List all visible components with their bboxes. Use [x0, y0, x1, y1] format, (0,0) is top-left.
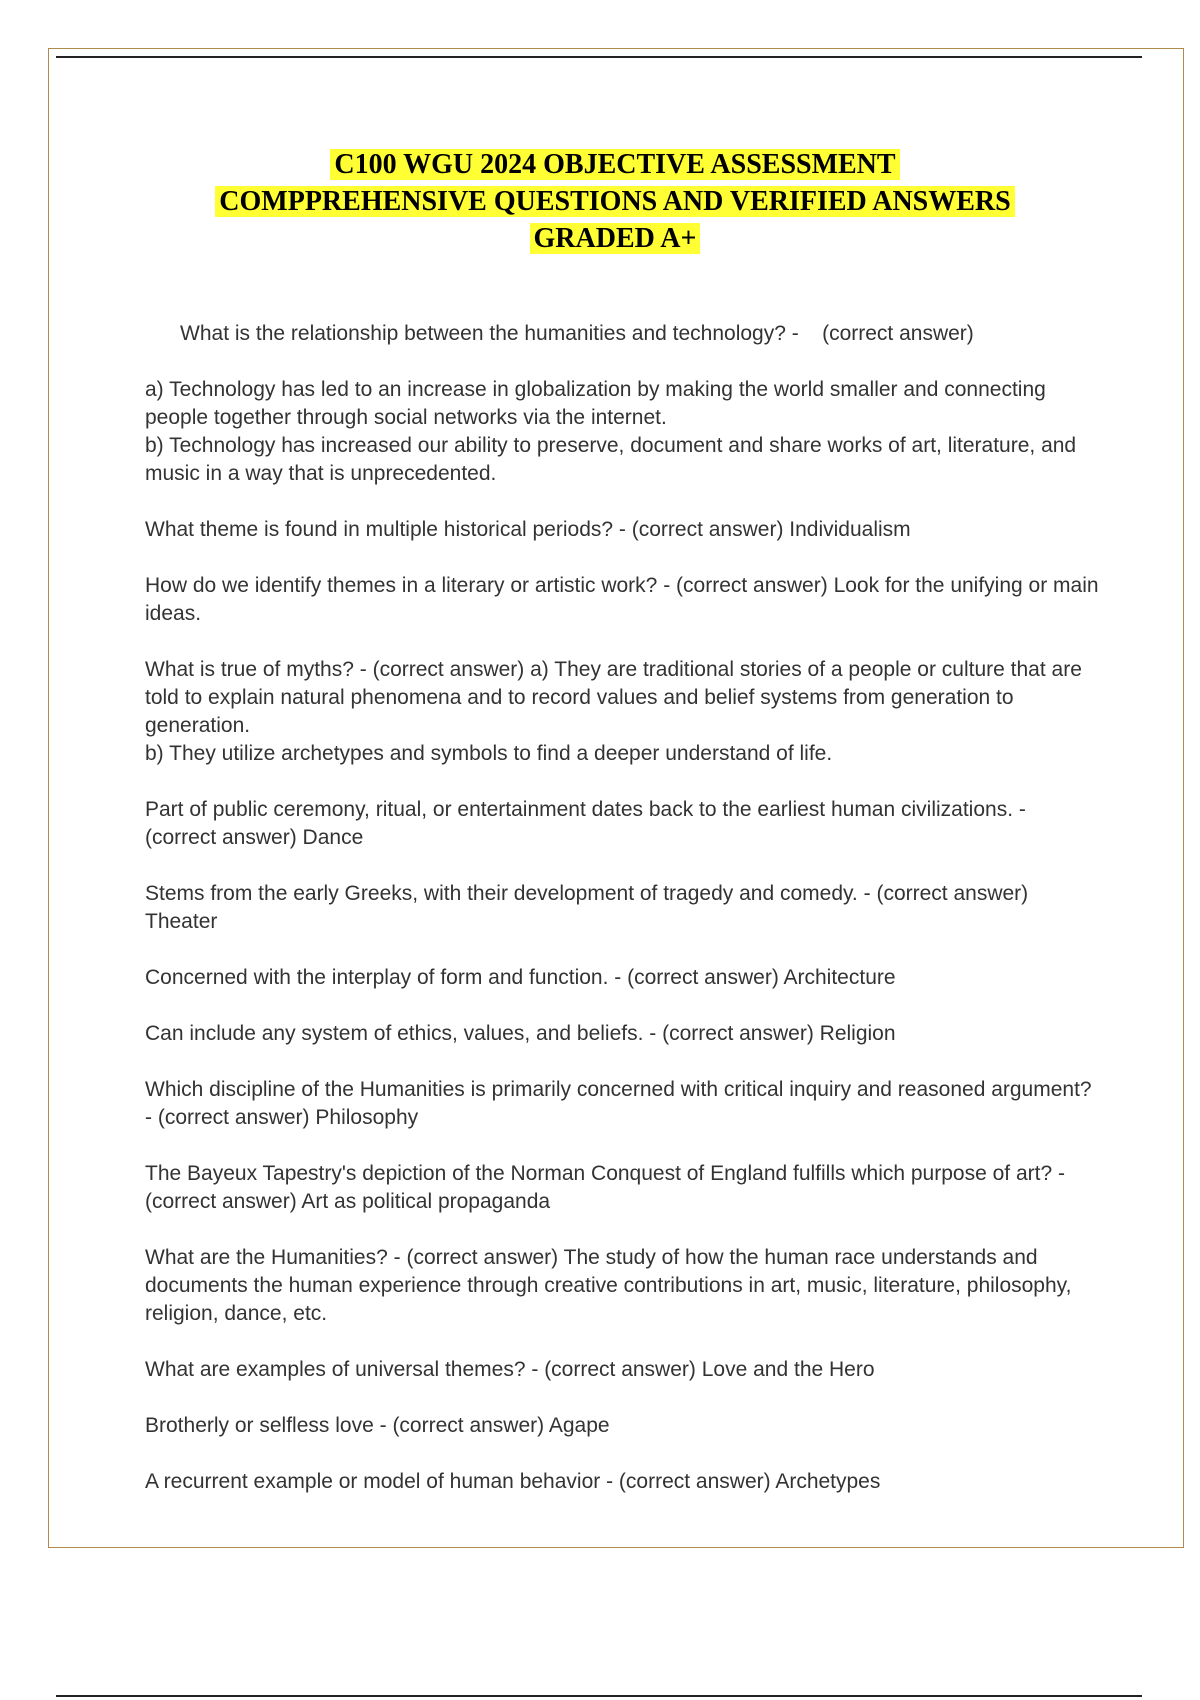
question-text: What is true of myths? -: [145, 658, 367, 681]
answer-text: Philosophy: [315, 1106, 419, 1129]
answer-marker: (correct answer): [544, 1358, 696, 1381]
answer-marker: (correct answer): [392, 1414, 545, 1437]
answer-line: b) They utilize archetypes and symbols to find a deeper understand of life.: [145, 742, 833, 765]
question-text: How do we identify themes in a literary or artistic work? -: [145, 574, 671, 597]
answer-text: Individualism: [789, 518, 911, 541]
question-text: Which discipline of the Humanities is primarily concerned with critical inquiry and reasoned argument? -: [145, 1078, 1098, 1129]
qa-item: [145, 656, 1100, 768]
answer-marker: (correct answer): [627, 966, 779, 989]
answer-marker: (correct answer): [372, 658, 525, 681]
question-text: Stems from the early Greeks, with their development of tragedy and comedy. -: [145, 882, 871, 905]
answer-line: a) Technology has led to an increase in globalization by making the world smaller and connecting people together through social networks via the internet.: [145, 378, 1052, 429]
answer-marker: (correct answer): [822, 322, 974, 345]
qa-list: [145, 292, 1105, 1524]
qa-item: [145, 1468, 1100, 1496]
answer-marker: (correct answer): [631, 518, 784, 541]
qa-item: [145, 1076, 1100, 1132]
answer-marker: (correct answer): [662, 1022, 814, 1045]
answer-marker: (correct answer): [145, 1190, 297, 1213]
answer-text: Dance: [302, 826, 364, 849]
answer-marker: (correct answer): [618, 1470, 771, 1493]
qa-item: [145, 572, 1105, 628]
answer-marker: (correct answer): [145, 826, 297, 849]
answer-text: a) They are traditional stories of a people or culture that are told to explain natural phenomena and to record values and belief systems from generation to generation.: [145, 658, 1088, 737]
answer-text: Theater: [145, 910, 218, 933]
question-text: Concerned with the interplay of form and function. -: [145, 966, 622, 989]
qa-item: [145, 796, 1100, 852]
qa-item: [145, 1160, 1100, 1216]
qa-item: [145, 880, 1100, 936]
document-title: [140, 146, 1090, 257]
answer-marker: (correct answer): [876, 882, 1029, 905]
question-text: Brotherly or selfless love -: [145, 1414, 387, 1437]
question-text: Part of public ceremony, ritual, or entertainment dates back to the earliest human civilizations. -: [145, 798, 1026, 821]
qa-item: [145, 1244, 1100, 1328]
answer-text: Art as political propaganda: [301, 1190, 551, 1213]
title-line-3: GRADED A+: [530, 223, 701, 254]
qa-item: [145, 964, 1100, 992]
top-rule: [56, 56, 1142, 58]
question-text: What theme is found in multiple historical periods? -: [145, 518, 626, 541]
answer-text: Archetypes: [775, 1470, 881, 1493]
question-text: What are examples of universal themes? -: [145, 1358, 539, 1381]
title-line-2: COMPPREHENSIVE QUESTIONS AND VERIFIED ANSWERS: [215, 186, 1014, 217]
qa-item: [145, 1356, 1100, 1384]
qa-item: [145, 1020, 1100, 1048]
answer-text: The study of how the human race understands and documents the human experience through creative contributions in art, music, literature, philosophy, religion, dance, etc.: [145, 1246, 1078, 1325]
answer-line: b) Technology has increased our ability to preserve, document and share works of art, literature, and music in a way that is unprecedented.: [145, 434, 1082, 485]
question-text: What is the relationship between the humanities and technology? -: [180, 322, 799, 345]
question-text: What are the Humanities? -: [145, 1246, 401, 1269]
qa-item: [145, 516, 1100, 544]
answer-text: Religion: [819, 1022, 896, 1045]
answer-marker: (correct answer): [676, 574, 828, 597]
answer-text: Agape: [548, 1414, 610, 1437]
answer-text: Architecture: [783, 966, 896, 989]
answer-marker: (correct answer): [406, 1246, 559, 1269]
question-text: A recurrent example or model of human behavior -: [145, 1470, 614, 1493]
bottom-rule: [56, 1695, 1142, 1697]
title-line-1: C100 WGU 2024 OBJECTIVE ASSESSMENT: [330, 149, 899, 180]
qa-item: [145, 292, 1100, 488]
question-text: The Bayeux Tapestry's depiction of the Norman Conquest of England fulfills which purpose of art? -: [145, 1162, 1065, 1185]
question-text: Can include any system of ethics, values, and beliefs. -: [145, 1022, 657, 1045]
answer-marker: (correct answer): [157, 1106, 310, 1129]
answer-text: Love and the Hero: [701, 1358, 875, 1381]
answer-text: Look for the unifying or main ideas.: [145, 574, 1105, 625]
qa-item: [145, 1412, 1100, 1440]
